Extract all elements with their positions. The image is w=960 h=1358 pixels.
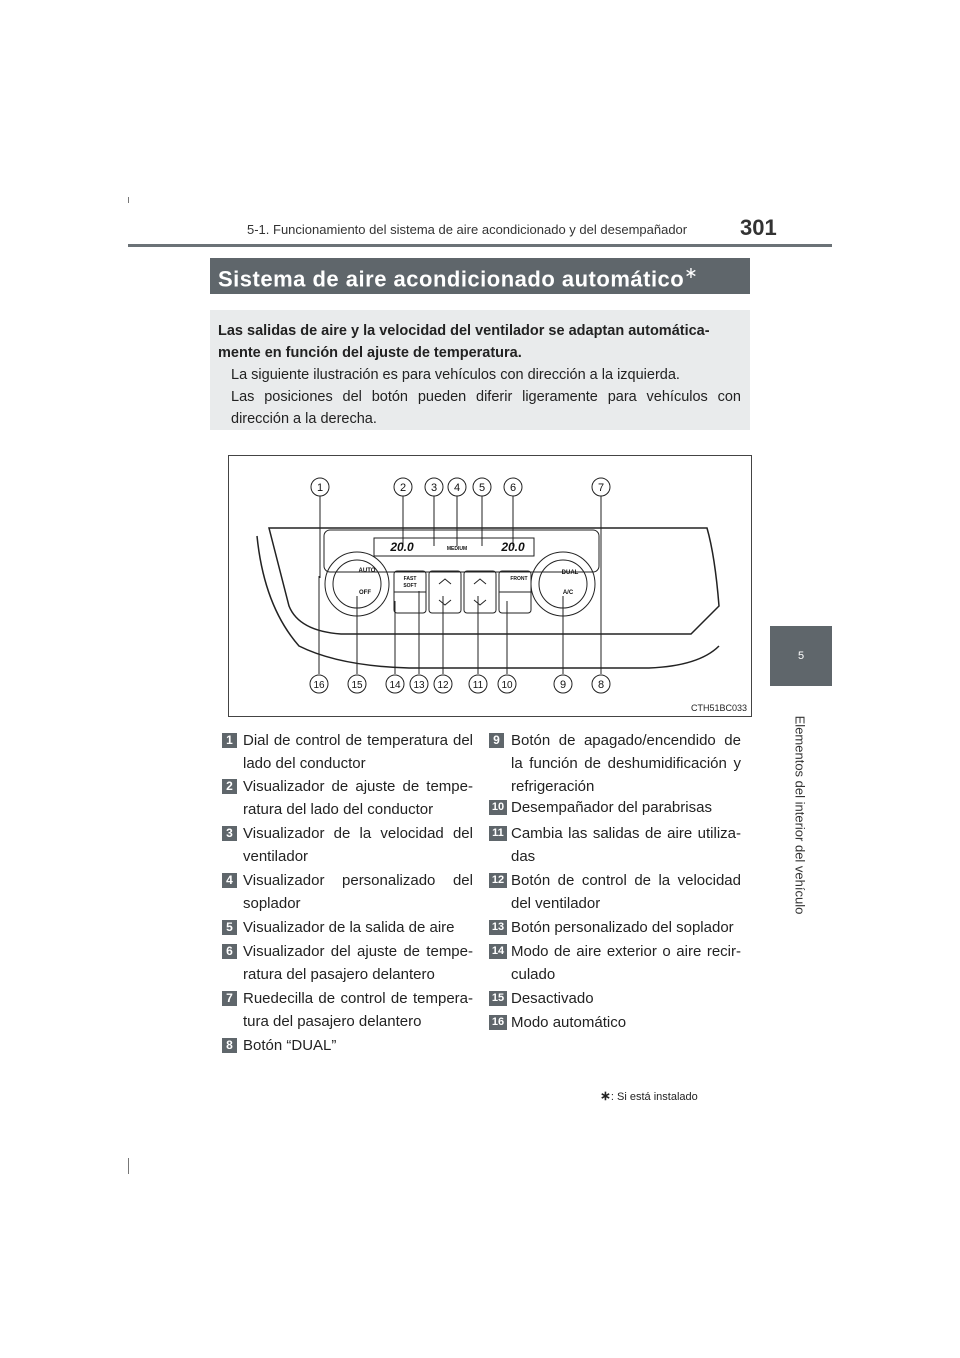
control-panel-illustration xyxy=(229,456,751,716)
item-text: Botón de apagado/encendido de la función de deshumidificación y refrigeración xyxy=(511,732,741,795)
label-front: FRONT xyxy=(510,576,528,582)
label-fast: FAST xyxy=(403,576,417,582)
item-text: Visualizador de ajuste de tempe-ratura del lado del conductor xyxy=(243,778,473,818)
callout-8: 8 xyxy=(597,679,605,691)
callout-12: 12 xyxy=(437,680,449,691)
label-dual: DUAL xyxy=(561,570,579,576)
display-left-temp: 20.0 xyxy=(390,540,414,554)
callout-9: 9 xyxy=(559,679,567,691)
item-number: 5 xyxy=(222,920,237,935)
callout-10: 10 xyxy=(501,680,513,691)
intro-box xyxy=(210,310,750,430)
label-ac: A/C xyxy=(562,590,574,596)
callout-6: 6 xyxy=(509,482,517,494)
display-mode: MEDIUM xyxy=(446,546,468,552)
item-text: Botón de control de la velocidad del ventilador xyxy=(511,872,741,912)
intro-summary: Las salidas de aire y la velocidad del ventilador se adaptan automática-mente en función del ajuste de temperatura. xyxy=(218,323,710,361)
item-number: 11 xyxy=(489,826,507,841)
callout-2: 2 xyxy=(399,482,407,494)
callout-15: 15 xyxy=(351,680,363,691)
callout-11: 11 xyxy=(472,680,484,691)
callout-13: 13 xyxy=(413,680,425,691)
item-text: Modo automático xyxy=(511,1014,627,1031)
header-rule xyxy=(128,244,832,247)
chapter-tab: 5 xyxy=(770,626,832,686)
intro-note-rhd: Las posiciones del botón pueden diferir ligeramente para vehículos con dirección a la derecha. xyxy=(231,389,741,427)
item-number: 13 xyxy=(489,920,507,935)
callout-16: 16 xyxy=(313,680,325,691)
item-text: Visualizador de la salida de aire xyxy=(243,919,455,936)
crop-mark xyxy=(128,1158,129,1174)
callout-3: 3 xyxy=(430,482,438,494)
running-header: 5-1. Funcionamiento del sistema de aire acondicionado y del desempañador xyxy=(247,222,688,237)
item-number: 15 xyxy=(489,991,507,1006)
item-number: 2 xyxy=(222,779,237,794)
item-number: 6 xyxy=(222,944,237,959)
chapter-side-label: Elementos del interior del vehículo xyxy=(792,715,808,915)
page-number: 301 xyxy=(740,215,777,240)
label-off: OFF xyxy=(359,590,371,596)
item-text: Botón “DUAL” xyxy=(243,1037,337,1054)
figure-code: CTH51BC033 xyxy=(690,703,747,713)
label-soft: SOFT xyxy=(403,583,417,589)
item-number: 12 xyxy=(489,873,507,888)
item-text: Desactivado xyxy=(511,990,594,1007)
crop-mark xyxy=(128,197,129,203)
label-auto: AUTO xyxy=(358,568,376,574)
control-panel-figure xyxy=(228,455,752,717)
item-text: Visualizador de la velocidad del ventilador xyxy=(243,825,473,865)
optional-mark: ∗ xyxy=(684,265,699,282)
callout-1: 1 xyxy=(316,482,324,494)
callout-7: 7 xyxy=(597,482,605,494)
intro-note-lhd: La siguiente ilustración es para vehículos con dirección a la izquierda. xyxy=(231,367,680,383)
section-title-banner xyxy=(210,258,750,294)
callout-14: 14 xyxy=(389,680,401,691)
callout-4: 4 xyxy=(453,482,461,494)
item-text: Visualizador del ajuste de tempe-ratura del pasajero delantero xyxy=(243,943,473,983)
item-text: Botón personalizado del soplador xyxy=(511,919,734,936)
item-number: 4 xyxy=(222,873,237,888)
section-title: Sistema de aire acondicionado automático∗ xyxy=(218,265,699,292)
callout-5: 5 xyxy=(478,482,486,494)
item-text: Desempañador del parabrisas xyxy=(511,799,712,816)
item-text: Ruedecilla de control de tempera-tura del pasajero delantero xyxy=(243,990,473,1030)
item-text: Dial de control de temperatura del lado del conductor xyxy=(243,732,473,772)
item-text: Visualizador personalizado del soplador xyxy=(243,872,473,912)
item-number: 16 xyxy=(489,1015,507,1030)
item-number: 10 xyxy=(489,800,507,815)
footnote: ∗: Si está instalado xyxy=(600,1088,698,1103)
item-text: Modo de aire exterior o aire recir-culado xyxy=(511,943,741,983)
item-number: 8 xyxy=(222,1038,237,1053)
footnote-mark: ∗ xyxy=(600,1088,611,1103)
item-number: 3 xyxy=(222,826,237,841)
item-number: 7 xyxy=(222,991,237,1006)
item-number: 1 xyxy=(222,733,237,748)
item-number: 9 xyxy=(489,733,504,748)
item-text: Cambia las salidas de aire utiliza-das xyxy=(511,825,741,865)
display-right-temp: 20.0 xyxy=(501,540,525,554)
item-number: 14 xyxy=(489,944,507,959)
